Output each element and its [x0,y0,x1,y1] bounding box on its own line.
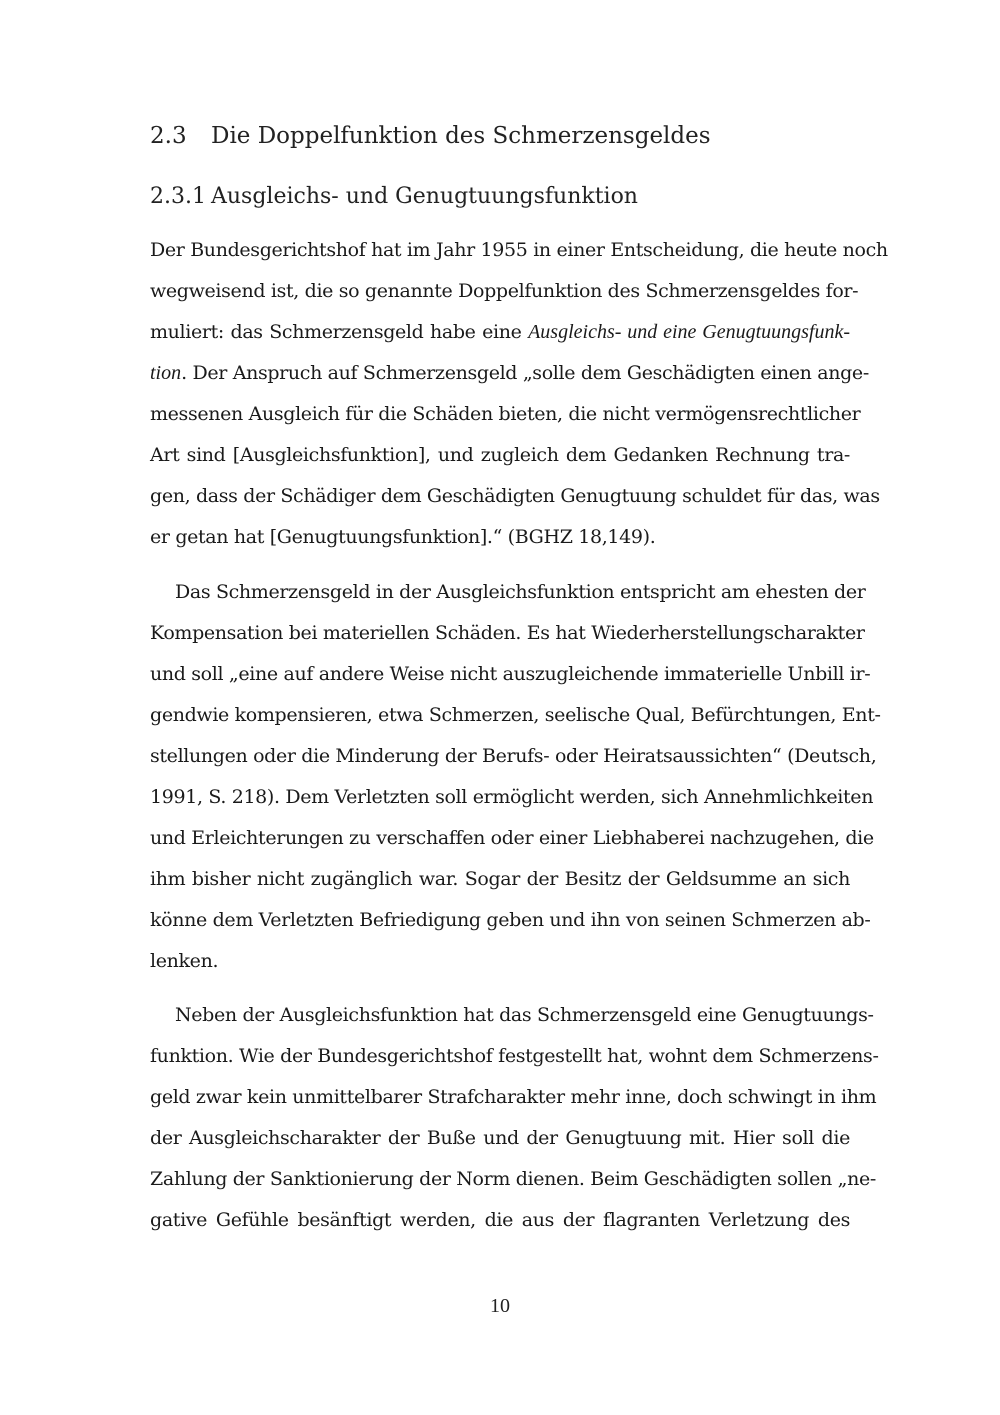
text-line: gendwie kompensieren, etwa Schmerzen, seelische Qual, Befürchtungen, Ent- [150,704,881,726]
text-line: Das Schmerzensgeld in der Ausgleichsfunktion entspricht am ehesten der [175,581,866,603]
text-line: messenen Ausgleich für die Schäden bieten, die nicht vermögensrechtlicher [150,403,861,425]
text-line: ihm bisher nicht zugänglich war. Sogar der Besitz der Geldsumme an sich [150,868,850,890]
text-line: Zahlung der Sanktionierung der Norm dienen. Beim Geschädigten sollen „ne- [150,1168,876,1190]
text-line: 1991, S. 218). Dem Verletzten soll ermöglicht werden, sich Annehmlichkeiten [150,786,874,808]
text-line: er getan hat [Genugtuungsfunktion].“ (BGHZ 18,149). [150,526,656,548]
text-line [150,320,850,344]
text-run: . Der Anspruch auf Schmerzensgeld „solle dem Geschädigten einen ange- [181,362,869,384]
section-heading [150,123,711,149]
text-line: lenken. [150,950,219,972]
text-line: wegweisend ist, die so genannte Doppelfunktion des Schmerzensgeldes for- [150,280,859,302]
text-line: Art sind [Ausgleichsfunktion], und zugleich dem Gedanken Rechnung tra- [150,444,850,466]
section-number: 2.3 [150,123,187,149]
text-line: gen, dass der Schädiger dem Geschädigten Genugtuung schuldet für das, was [150,485,880,507]
subsection-heading [150,184,638,209]
text-line: Kompensation bei materiellen Schäden. Es hat Wiederherstellungscharakter [150,622,865,644]
page-number: 10 [490,1295,510,1317]
subsection-title: Ausgleichs- und Genugtuungsfunktion [211,184,638,209]
emphasis-text: tion [150,362,182,384]
text-line [150,361,869,385]
text-run: muliert: das Schmerzensgeld habe eine [150,321,529,343]
section-title: Die Doppelfunktion des Schmerzensgeldes [211,123,711,149]
text-line: der Ausgleichscharakter der Buße und der Genugtuung mit. Hier soll die [150,1127,850,1149]
subsection-number: 2.3.1 [150,184,206,209]
text-line: Der Bundesgerichtshof hat im Jahr 1955 in einer Entscheidung, die heute noch [150,239,888,261]
text-line: geld zwar kein unmittelbarer Strafcharakter mehr inne, doch schwingt in ihm [150,1086,877,1108]
text-line: und Erleichterungen zu verschaffen oder einer Liebhaberei nachzugehen, die [150,827,874,849]
text-line: Neben der Ausgleichsfunktion hat das Schmerzensgeld eine Genugtuungs- [175,1004,874,1026]
text-line: und soll „eine auf andere Weise nicht auszugleichende immaterielle Unbill ir- [150,663,871,685]
text-line: könne dem Verletzten Befriedigung geben und ihn von seinen Schmerzen ab- [150,909,871,931]
text-line: gative Gefühle besänftigt werden, die aus der flagranten Verletzung des [150,1209,850,1231]
emphasis-text: Ausgleichs- und eine Genugtuungsfunk- [528,321,851,343]
text-line: stellungen oder die Minderung der Berufs- oder Heiratsaussichten“ (Deutsch, [150,745,877,767]
text-line: funktion. Wie der Bundesgerichtshof festgestellt hat, wohnt dem Schmerzens- [150,1045,879,1067]
